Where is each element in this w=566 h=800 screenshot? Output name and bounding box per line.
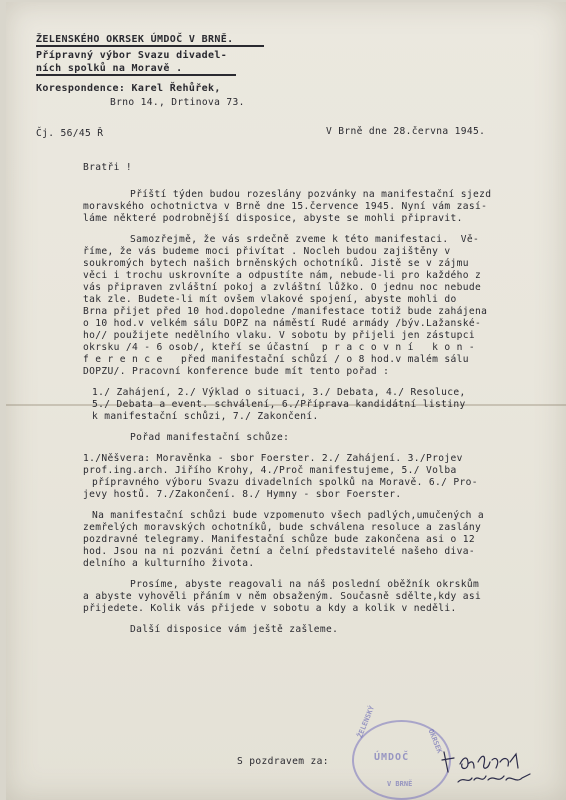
body-line: zemřelých moravských ochotníků, bude schválena resoluce a zaslány	[83, 522, 482, 533]
stamp-ring-left: ŽELENSKÝ	[356, 704, 377, 739]
committee-underline	[36, 74, 236, 76]
body-line: tak zle. Budete-li mít ovšem vlakové spojení, abyste mohli do	[83, 294, 457, 305]
body-line: říme, že vás budeme moci přivítat . Nocleh budou zajištěny v	[83, 246, 451, 257]
body-line: f e r e n c e před manifestační schůzí / o 8 hod.v malém sálu	[83, 354, 469, 365]
body-line: Pořad manifestační schůze:	[130, 432, 290, 443]
body-line: jevy hostů. 7./Zakončení. 8./ Hymny - sbor Foerster.	[83, 489, 402, 500]
office-stamp	[352, 704, 451, 800]
body-line: moravského ochotnictva v Brně dne 15.července 1945. Nyní vám zasí-	[83, 201, 488, 212]
body-line: Samozřejmě, že vás srdečně zveme k této manifestaci. Vě-	[130, 234, 480, 245]
body-line: 5./ Debata a event. schválení, 6./Příprava kandidátní listiny	[92, 399, 466, 410]
letter-date: V Brně dne 28.června 1945.	[326, 126, 486, 137]
closing: S pozdravem za:	[237, 756, 329, 767]
body-line: Brna přijet před 10 hod.dopoledne /manifestace totiž bude zahájena	[83, 306, 488, 317]
body-line: Další disposice vám ještě zašleme.	[130, 624, 339, 635]
body-line: a abyste vyhověli přáním v něm obsaženým. Současně sdělte,kdy asi	[83, 591, 482, 602]
stamp-center: ÚMDOČ	[374, 752, 410, 763]
body-line: věci i trochu uskrovníte a odpustíte nám, nebude-li pro každého z	[83, 270, 482, 281]
body-line: k manifestační schůzi, 7./ Zakončení.	[92, 411, 319, 422]
signature	[438, 740, 548, 792]
correspondence-line-1: Korespondence: Karel Řehůřek,	[36, 83, 221, 94]
body-line: 1./Něšvera: Moravěnka - sbor Foerster. 2./ Zahájení. 3./Projev	[83, 453, 463, 464]
body-line: přípravného výboru Svazu divadelních spolků na Moravě. 6./ Pro-	[92, 477, 478, 488]
body-line: o 10 hod.v velkém sálu DOPZ na náměstí Rudé armády /býv.Lažanské-	[83, 318, 482, 329]
org-underline	[36, 45, 264, 47]
body-line: láme některé podrobnější disposice, abyste se mohli připravit.	[83, 213, 463, 224]
body-line: okrsku /4 - 6 osob/, kteří se účastní p r a c o v n í k o n -	[83, 342, 476, 353]
correspondence-line-2: Brno 14., Drtinova 73.	[110, 97, 245, 108]
body-line: 1./ Zahájení, 2./ Výklad o situaci, 3./ Debata, 4./ Resoluce,	[92, 387, 466, 398]
stamp-ring-right: OKRSEK	[426, 728, 444, 755]
stamp-bottom: V BRNĚ	[387, 780, 413, 788]
body-line: DOPZU/. Pracovní konference bude mít tento pořad :	[83, 366, 390, 377]
body-line: Na manifestační schůzi bude vzpomenuto všech padlých,umučených a	[92, 510, 485, 521]
org-name: ŽELENSKÉHO OKRSEK ÚMDOČ V BRNĚ.	[36, 34, 234, 45]
body-line: ho// použijete nedělního vlaku. V sobotu by přijeli jen zástupci	[83, 330, 476, 341]
body-line: přijedete. Kolik vás přijede v sobotu a kdy a kolik v neděli.	[83, 603, 457, 614]
body-line: hod. Jsou na ni pozváni četní a čelní představitelé našeho diva-	[83, 546, 476, 557]
body-line: Příští týden budou rozeslány pozvánky na manifestační sjezd	[130, 189, 492, 200]
committee-line-1: Přípravný výbor Svazu divadel-	[36, 50, 228, 61]
salutation: Bratři !	[83, 162, 133, 173]
body-line: soukromých bytech našich brněnských ochotníků. Jistě se v zájmu	[83, 258, 469, 269]
reference-number: Čj. 56/45 Ř	[36, 128, 104, 139]
body-line: vás připraven zvláštní pokoj a zvláštní lůžko. O jednu noc nebude	[83, 282, 482, 293]
body-line: prof.ing.arch. Jiřího Krohy, 4./Proč manifestujeme, 5./ Volba	[83, 465, 457, 476]
body-line: delního a kulturního života.	[83, 558, 255, 569]
body-line: pozdravné telegramy. Manifestační schůze bude zakončena asi o 12	[83, 534, 476, 545]
committee-line-2: ních spolků na Moravě .	[36, 63, 183, 74]
body-line: Prosíme, abyste reagovali na náš poslední oběžník okrskům	[130, 579, 480, 590]
